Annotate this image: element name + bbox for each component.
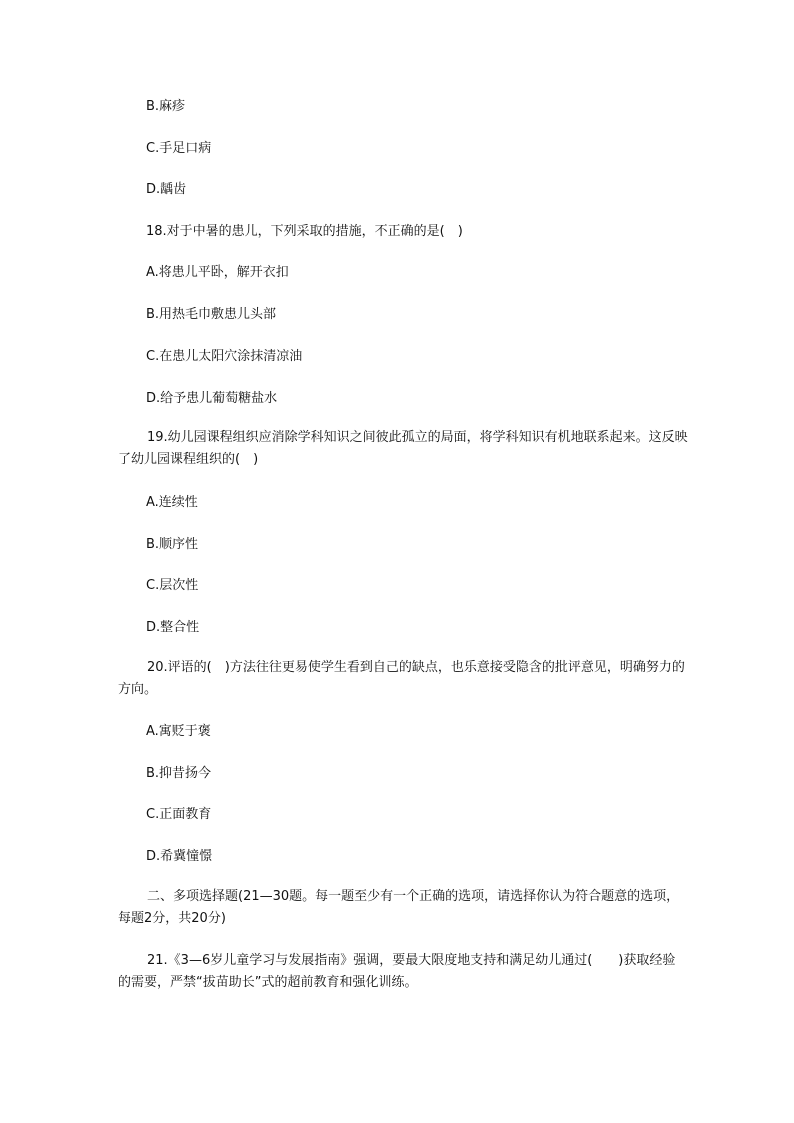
q18-option-a: A.将患儿平卧，解开衣扣 [146, 265, 289, 280]
q20-option-d: D.希冀憧憬 [146, 849, 213, 864]
q19-option-b: B.顺序性 [146, 537, 199, 552]
q18-option-b: B.用热毛巾敷患儿头部 [146, 307, 277, 322]
q19-option-c: C.层次性 [146, 578, 199, 593]
q17-option-c: C.手足口病 [146, 141, 212, 156]
q20-option-c: C.正面教育 [146, 807, 212, 822]
q21-question: 21.《3—6岁儿童学习与发展指南》强调，要最大限度地支持和满足幼儿通过( )获取经验的需要，严禁“拔苗助长”式的超前教育和强化训练。 [118, 953, 676, 990]
q19-option-a: A.连续性 [146, 495, 198, 510]
q20-question: 20.评语的( )方法往往更易使学生看到自己的缺点，也乐意接受隐含的批评意见，明确努力的方向。 [118, 660, 685, 697]
q20-option-a: A.寓贬于褒 [146, 724, 211, 739]
q17-option-b: B.麻疹 [146, 99, 186, 114]
q18-option-d: D.给予患儿葡萄糖盐水 [146, 391, 278, 406]
section-heading-multiple-choice: 二、多项选择题(21—30题。每一题至少有一个正确的选项，请选择你认为符合题意的选项，每题2分，共20分) [118, 889, 680, 926]
q18-option-c: C.在患儿太阳穴涂抹清凉油 [146, 349, 303, 364]
q18-question: 18.对于中暑的患儿，下列采取的措施，不正确的是( ) [146, 224, 463, 239]
q19-question: 19.幼儿园课程组织应消除学科知识之间彼此孤立的局面，将学科知识有机地联系起来。这反映了幼儿园课程组织的( ) [118, 430, 688, 467]
q17-option-d: D.龋齿 [146, 182, 187, 197]
q20-option-b: B.抑昔扬今 [146, 766, 212, 781]
q19-option-d: D.整合性 [146, 620, 200, 635]
